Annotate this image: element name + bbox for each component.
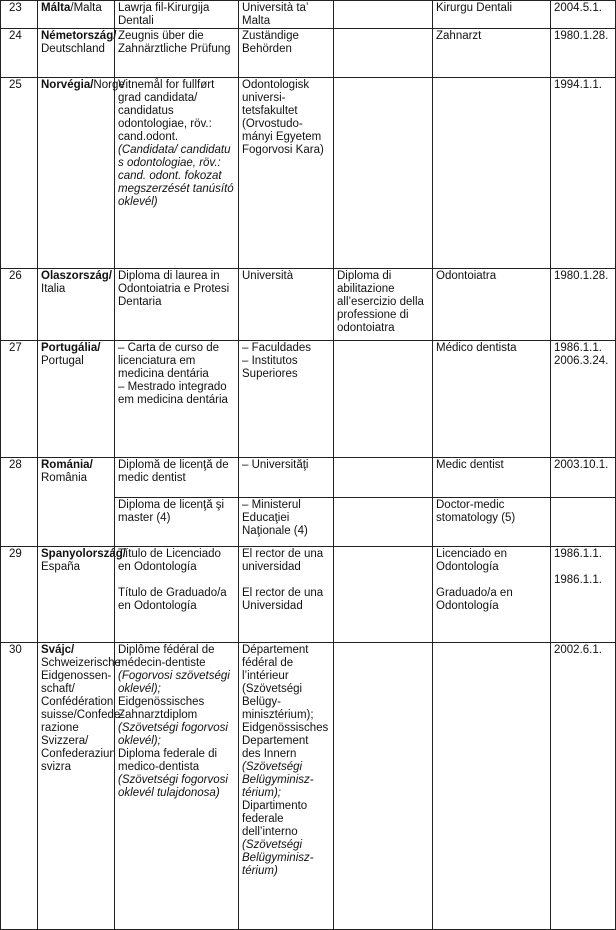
country-cell xyxy=(38,341,115,458)
certificate-cell xyxy=(334,29,433,78)
certificate-cell xyxy=(334,458,433,498)
table-row xyxy=(1,341,616,458)
date-text: 1986.1.1. xyxy=(554,548,602,560)
awarding-body-text: El rector de una universidad xyxy=(242,548,324,573)
awarding-body-text: – Institutos Superiores xyxy=(242,355,298,380)
qualification-cell: Lawrja fil-Kirurgija Dentali xyxy=(115,1,239,29)
country-name: Málta xyxy=(41,2,71,14)
professional-title-text: Licenciado en Odontología xyxy=(436,548,507,573)
country-name: Olaszország/ xyxy=(41,270,112,282)
certificate-cell xyxy=(334,643,433,930)
awarding-body-cell: – Universităţi xyxy=(239,458,334,498)
date-cell xyxy=(551,547,616,643)
certificate-cell xyxy=(334,1,433,29)
awarding-body-text: El rector de una Universidad xyxy=(242,587,324,612)
qualification-text: Título de Graduado/a en Odontología xyxy=(118,587,227,612)
qualification-cell: Diploma di laurea in Odontoiatria e Protesi Dentaria xyxy=(115,269,239,341)
qualification-cell xyxy=(115,643,239,930)
country-native-name: Schweizerische Eidgenossen-schaft/ Confédération suisse/Confede-razione Svizzera/ Confederaziun svizra xyxy=(41,657,125,773)
country-cell xyxy=(38,269,115,341)
awarding-body-cell xyxy=(239,341,334,458)
professional-title-cell: Kirurgu Dentali xyxy=(433,1,551,29)
table-row xyxy=(1,458,616,498)
qualification-cell: Diplomă de licenţă de medic dentist xyxy=(115,458,239,498)
qualification-cell: Zeugnis über die Zahnärztliche Prüfung xyxy=(115,29,239,78)
table-row xyxy=(1,1,616,29)
country-cell xyxy=(38,1,115,29)
country-name: Románia/ xyxy=(41,459,93,471)
awarding-body-cell: Università ta’ Malta xyxy=(239,1,334,29)
qualification-cell xyxy=(115,341,239,458)
row-number: 23 xyxy=(1,1,38,29)
certificate-cell: Diploma di abilitazione all’esercizio della professione di odontoiatra xyxy=(334,269,433,341)
date-cell xyxy=(551,341,616,458)
table-row xyxy=(1,269,616,341)
awarding-body-cell xyxy=(239,547,334,643)
professional-title-cell: Odontoiatra xyxy=(433,269,551,341)
country-name: Norvégia/ xyxy=(41,79,94,91)
qualification-text: Diploma federale di medico-dentista xyxy=(118,748,218,773)
professional-title-cell xyxy=(433,643,551,930)
country-name: Spanyolország/ xyxy=(41,548,126,560)
row-number: 24 xyxy=(1,29,38,78)
professional-title-cell: Médico dentista xyxy=(433,341,551,458)
professional-title-cell xyxy=(433,547,551,643)
certificate-cell xyxy=(334,498,433,547)
qualification-cell: Diploma de licenţă şi master (4) xyxy=(115,498,239,547)
qualification-text: Diplôme fédéral de médecin-dentiste xyxy=(118,644,215,669)
country-name: Németország/ xyxy=(41,30,117,42)
awarding-body-cell: Zuständige Behörden xyxy=(239,29,334,78)
country-native-name: Italia xyxy=(41,283,66,295)
qualification-text: – Mestrado integrado em medicina dentária xyxy=(118,381,228,406)
qualification-translation: (Szövetségi fogorvosi oklevél); xyxy=(118,722,228,747)
country-native-name: Portugal xyxy=(41,355,84,367)
date-cell xyxy=(551,498,616,547)
qualification-translation: (Fogorvosi szövetségi oklevél); xyxy=(118,670,230,695)
country-cell xyxy=(38,78,125,269)
qualification-text: Vitnemål for fullført grad candidata/ candidatus odontologiae, röv.: cand.odont. xyxy=(118,79,215,143)
qualification-text: Título de Licenciado en Odontología xyxy=(118,548,221,573)
row-number: 25 xyxy=(1,78,38,269)
row-number: 29 xyxy=(1,547,38,643)
qualification-cell xyxy=(115,78,239,269)
awarding-body-text: Eidgenössisches Departement des Innern xyxy=(242,722,329,760)
date-text: 1986.1.1. xyxy=(554,342,602,354)
country-name: Svájc/ xyxy=(41,644,75,656)
professional-title-cell xyxy=(433,78,551,269)
row-number: 26 xyxy=(1,269,38,341)
professional-title-cell: Zahnarzt xyxy=(433,29,551,78)
country-cell xyxy=(38,643,125,930)
professional-title-cell: Medic dentist xyxy=(433,458,551,498)
country-native-name: España xyxy=(41,561,81,573)
country-cell xyxy=(38,29,115,78)
awarding-body-cell xyxy=(239,643,334,930)
qualification-text: Eidgenössisches Zahnarztdiplom xyxy=(118,696,205,721)
country-native-name: Norge xyxy=(93,79,125,91)
date-text: 1986.1.1. xyxy=(554,574,602,586)
professional-title-cell: Doctor-medic stomatology (5) xyxy=(433,498,551,547)
table-row xyxy=(1,78,616,269)
date-cell: 2002.6.1. xyxy=(551,643,616,930)
qualification-text: – Carta de curso de licenciatura em medicina dentária xyxy=(118,342,220,380)
awarding-body-cell: Università xyxy=(239,269,334,341)
professional-title-text: Graduado/a en Odontología xyxy=(436,587,513,612)
awarding-body-cell: Odontologisk universi-tetsfakultet (Orvostudo-mányi Egyetem Fogorvosi Kara) xyxy=(239,78,334,269)
date-cell: 1994.1.1. xyxy=(551,78,616,269)
awarding-body-cell: – Ministerul Educaţiei Naţionale (4) xyxy=(239,498,334,547)
country-cell xyxy=(38,458,115,547)
awarding-body-translation: (Szövetségi Belügyminisz-térium); xyxy=(242,761,314,799)
date-cell: 1980.1.28. xyxy=(551,29,616,78)
table-row xyxy=(1,547,616,643)
certificate-cell xyxy=(334,341,433,458)
certificate-cell xyxy=(334,547,433,643)
certificate-cell xyxy=(334,78,433,269)
row-number: 27 xyxy=(1,341,38,458)
country-cell xyxy=(38,547,126,643)
awarding-body-text: Dipartimento federale dell’interno xyxy=(242,800,308,838)
country-name: Portugália/ xyxy=(41,342,101,354)
qualification-cell xyxy=(115,547,239,643)
country-native-name: /Malta xyxy=(70,2,102,14)
country-native-name: România xyxy=(41,472,88,484)
table-row xyxy=(1,643,616,930)
row-number: 30 xyxy=(1,643,38,930)
awarding-body-text: – Faculdades xyxy=(242,342,312,354)
date-cell: 2003.10.1. xyxy=(551,458,616,498)
date-cell: 2004.5.1. xyxy=(551,1,616,29)
qualification-translation: (Szövetségi fogorvosi oklevél tulajdonosa) xyxy=(118,774,228,799)
date-cell: 1980.1.28. xyxy=(551,269,616,341)
date-text: 2006.3.24. xyxy=(554,355,609,367)
row-number: 28 xyxy=(1,458,38,547)
qualification-translation: (Candidata/ candidatu s odontologiae, röv.: cand. odont. fokozat megszerzését tanúsító oklevél) xyxy=(118,144,234,208)
table-row xyxy=(1,29,616,78)
awarding-body-translation: (Szövetségi Belügyminisz-térium) xyxy=(242,839,314,877)
awarding-body-text: Département fédéral de l’intérieur (Szövetségi Belügy-minisztérium); xyxy=(242,644,314,721)
country-native-name: Deutschland xyxy=(41,43,105,55)
